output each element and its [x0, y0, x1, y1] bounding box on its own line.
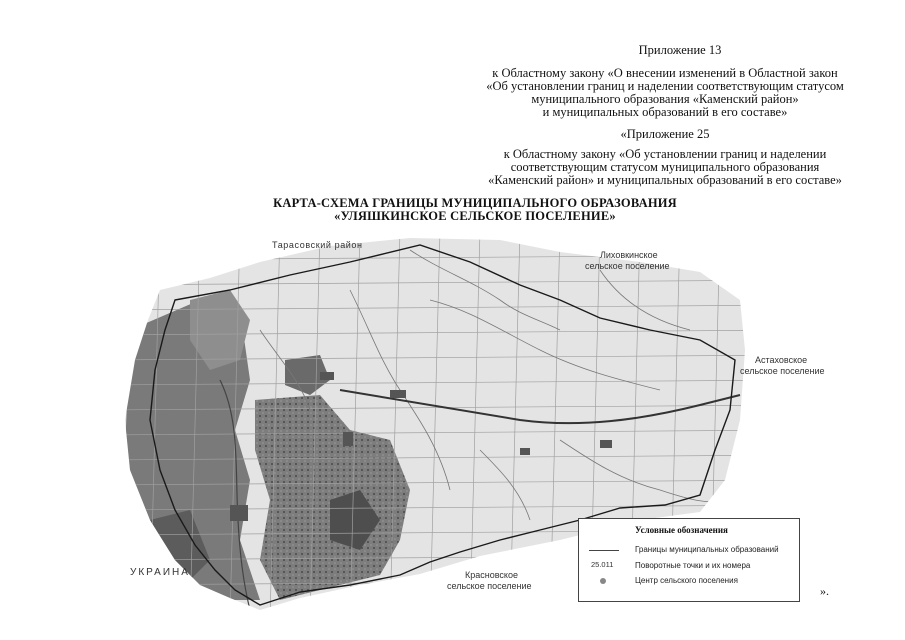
- neighbor-label-likhov: Лиховкинское: [600, 250, 658, 260]
- legend-item-center: Центр сельского поселения: [585, 575, 795, 587]
- neighbor-label-astakh: Астаховское: [755, 355, 808, 365]
- neighbor-label-likhov-sub: сельское поселение: [585, 261, 670, 271]
- turning-point-icon: 25.011: [591, 560, 614, 569]
- neighbor-label-krasn-sub: сельское поселение: [447, 581, 532, 591]
- legend-title: Условные обозначения: [635, 525, 728, 535]
- map-legend: [578, 518, 800, 602]
- boundary-line-icon: [585, 544, 627, 556]
- map-title: КАРТА-СХЕМА ГРАНИЦЫ МУНИЦИПАЛЬНОГО ОБРАЗОВАНИЯ «УЛЯШКИНСКОЕ СЕЛЬСКОЕ ПОСЕЛЕНИЕ»: [273, 196, 677, 223]
- neighbor-label-ukraina: УКРАИНА: [130, 567, 190, 578]
- neighbor-label-tarasov: Тарасовский район: [272, 240, 363, 250]
- appendix-13-heading: Приложение 13: [638, 43, 722, 57]
- appendix-25-heading: «Приложение 25: [620, 127, 710, 141]
- law-reference-original: к Областному закону «Об установлении границ и наделении соответствующим статусом муниципального образования «Каменский район» и муниципальных образований в его составе»: [488, 147, 842, 187]
- neighbor-label-astakh-sub: сельское поселение: [740, 366, 825, 376]
- legend-item-turning-points: 25.011 Поворотные точки и их номера: [585, 560, 795, 572]
- closing-quote: ».: [820, 584, 829, 598]
- legend-item-boundary: Границы муниципальных образований: [585, 544, 795, 556]
- law-reference-amendment: к Областному закону «О внесении изменений в Областной закон «Об установлении границ и наделении соответствующим статусом муниципального образования «Каменский район» и муниципальных образований в его составе»: [486, 66, 844, 119]
- neighbor-label-krasn: Красновское: [465, 570, 518, 580]
- settlement-center-icon: [585, 575, 627, 587]
